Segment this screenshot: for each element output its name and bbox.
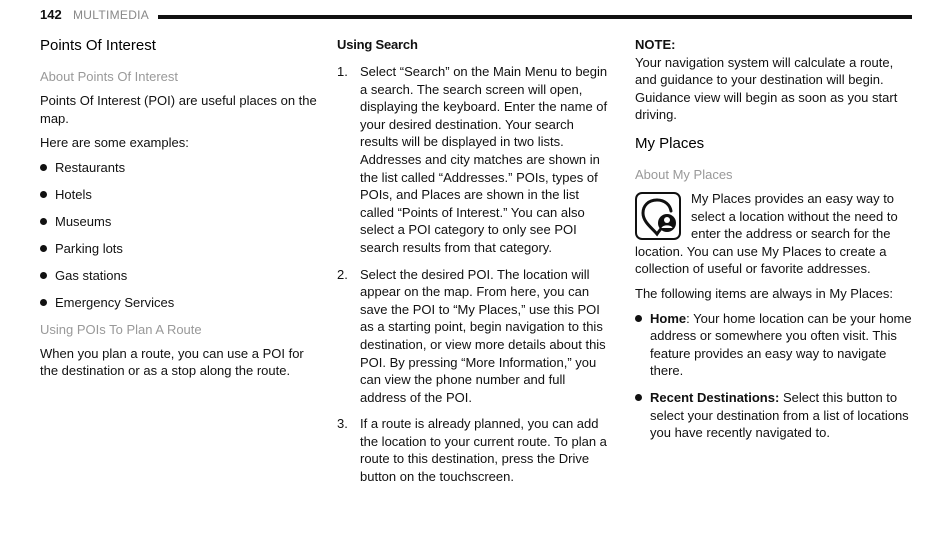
bullet-icon xyxy=(40,191,47,198)
about-poi-heading: About Points Of Interest xyxy=(40,69,179,84)
using-search-heading: Using Search xyxy=(337,37,418,52)
column-my-places xyxy=(635,36,913,451)
bullet-icon xyxy=(40,299,47,306)
item-text: Your home location can be your home address or somewhere you often visit. This feature provides an easy way to navigate there. xyxy=(650,310,912,379)
step-item xyxy=(337,63,615,257)
item-term: Recent Destinations: xyxy=(650,389,780,405)
section-name: MULTIMEDIA xyxy=(73,8,150,22)
header-rule xyxy=(158,15,912,19)
poi-examples-list xyxy=(40,159,322,312)
list-item: Parking lots xyxy=(40,240,322,258)
my-places-title: My Places xyxy=(635,134,705,152)
bullet-icon xyxy=(40,164,47,171)
list-item xyxy=(635,389,913,442)
page-number: 142 xyxy=(40,7,62,22)
note-text: Your navigation system will calculate a route, and guidance to your destination will begin. Guidance view will begin as soon as you start driving. xyxy=(635,54,898,123)
step-number: 2. xyxy=(337,266,348,282)
items-lead: The following items are always in My Places: xyxy=(635,285,893,301)
step-text: Select “Search” on the Main Menu to begin a search. The search screen will open, displaying the keyboard. Enter the name of your desired destination. Your search results will be displayed in two lists. Addresses and city matches are shown in the list called “Addresses.” POIs, types of POIs, and Places are shown in the list called “Points of Interest.” You can also select a POI category to only see POI search results from that category. xyxy=(360,64,608,255)
poi-intro: Points Of Interest (POI) are useful places on the map. xyxy=(40,93,317,126)
note-title: NOTE: xyxy=(635,37,676,52)
list-item: Gas stations xyxy=(40,267,322,285)
step-item xyxy=(337,415,615,485)
about-my-places-text: My Places provides an easy way to select a location without the need to enter the address or search for the location. You can use My Places to create a collection of useful or favorite addresses. xyxy=(635,190,898,277)
list-item: Emergency Services xyxy=(40,294,322,312)
bullet-icon xyxy=(635,315,642,322)
list-item: Home: Your home location can be your home address or somewhere you often visit. This feature provides an easy way to navigate there. xyxy=(635,310,913,380)
examples-lead: Here are some examples: xyxy=(40,135,189,151)
page-header xyxy=(40,6,912,26)
step-text: If a route is already planned, you can add the location to your current route. To plan a route to this destination, press the Drive button on the touchscreen. xyxy=(360,416,607,485)
using-pois-heading: Using POIs To Plan A Route xyxy=(40,321,202,337)
points-of-interest-title: Points Of Interest xyxy=(40,37,156,54)
bullet-icon xyxy=(40,272,47,279)
search-steps-list xyxy=(337,63,615,486)
step-number: 1. xyxy=(337,64,348,79)
step-text: Select the desired POI. The location will appear on the map. From here, you can save the POI to “My Places,” use this POI as a starting point, begin navigation to this destination, or view more details about this POI. By pressing “More Information,” you can view the phone number and full address of the POI. xyxy=(360,266,606,405)
list-item: Museums xyxy=(40,213,322,231)
step-number: 3. xyxy=(337,416,348,432)
list-item: Restaurants xyxy=(40,159,322,177)
item-term: Home xyxy=(650,310,687,326)
bullet-icon xyxy=(40,245,47,252)
using-pois-text: When you plan a route, you can use a POI for the destination or as a stop along the route. xyxy=(40,345,304,379)
column-using-search xyxy=(337,36,615,495)
about-my-places-heading: About My Places xyxy=(635,166,733,182)
item-text: Select this button to select your destination from a list of locations you have recently navigated to. xyxy=(650,389,909,441)
list-item: Hotels xyxy=(40,186,322,204)
column-points-of-interest xyxy=(40,36,322,387)
my-places-items xyxy=(635,310,913,442)
my-places-icon xyxy=(635,192,681,240)
step-item xyxy=(337,266,615,407)
bullet-icon xyxy=(635,394,642,401)
bullet-icon xyxy=(40,218,47,225)
